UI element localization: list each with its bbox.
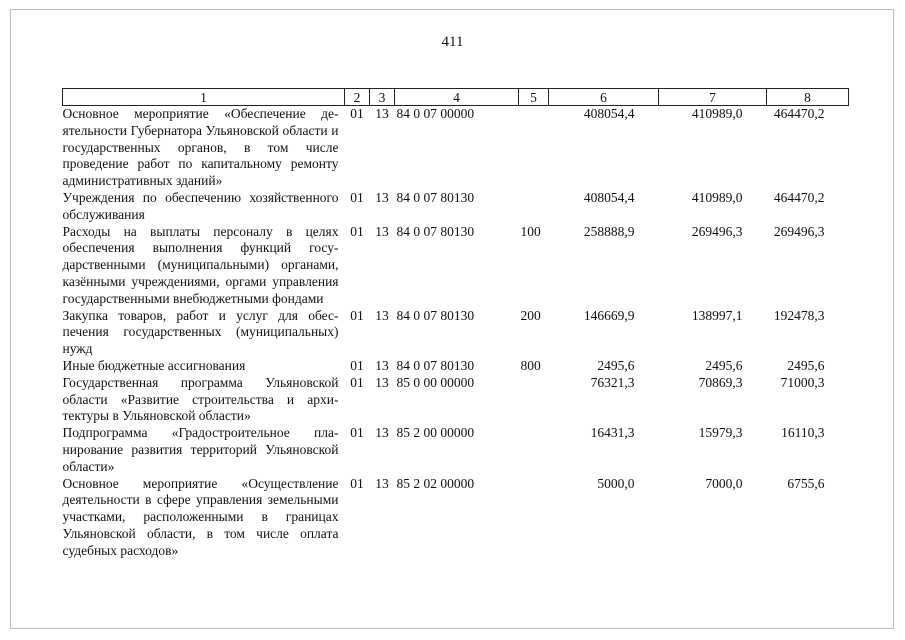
col-header-7: 7: [659, 89, 767, 106]
row-vr: 100: [520, 223, 541, 239]
row-pr: 13: [375, 357, 389, 373]
row-name: Расходы на выплаты персоналу в целях обеспечения выполнения функций государственными (муниципальными) органами, казёнными учреждениями, оргами управления государственными внебюджетными фондами: [62, 223, 339, 306]
table-row: [63, 308, 849, 358]
table-row: [63, 224, 849, 308]
row-csr: 84 0 07 80130: [396, 223, 475, 239]
row-name: Иные бюджетные ассигнования: [62, 357, 246, 373]
row-csr: 85 2 02 00000: [396, 475, 475, 491]
table-row: [63, 425, 849, 475]
budget-table: [62, 88, 849, 560]
row-value-6: 258888,9: [583, 223, 635, 239]
row-vr: [519, 190, 549, 224]
table-row: [63, 106, 849, 190]
row-value-8: 6755,6: [787, 475, 825, 491]
page-number: 411: [441, 34, 464, 50]
row-value-6: 76321,3: [590, 374, 635, 390]
row-vr: 800: [520, 357, 541, 373]
row-pr: 13: [375, 223, 389, 239]
row-name: Закупка товаров, работ и услуг для обеспечения государственных (муниципальных) нужд: [62, 307, 339, 357]
row-rz: 01: [350, 475, 364, 491]
row-csr: 85 0 00 00000: [396, 374, 475, 390]
row-value-6: 408054,4: [583, 189, 635, 205]
row-pr: 13: [375, 189, 389, 205]
row-value-7: 269496,3: [691, 223, 743, 239]
row-value-6: 146669,9: [583, 307, 635, 323]
row-value-8: 16110,3: [781, 425, 825, 441]
header-row: [63, 89, 849, 106]
row-name: Основное мероприятие «Осуществление деятельности в сфере управления земельными участками, расположенными в границах Ульяновской области, в том числе оплата судебных расходов»: [62, 475, 339, 558]
row-value-7: 2495,6: [705, 357, 743, 373]
row-value-8: 269496,3: [773, 223, 825, 239]
col-header-2: 2: [345, 89, 370, 106]
row-vr: 200: [520, 307, 541, 323]
table-row: [63, 375, 849, 425]
row-pr: 13: [375, 475, 389, 491]
row-value-8: 464470,2: [773, 189, 825, 205]
row-csr: 84 0 07 80130: [396, 189, 475, 205]
row-value-8: 192478,3: [773, 307, 825, 323]
row-value-6: 2495,6: [597, 357, 635, 373]
row-name: Основное мероприятие «Обеспечение деятельности Губернатора Ульяновской области и государственных органов, в том числе проведение работ по капитальному ремонту административных зданий»: [62, 106, 339, 189]
row-vr: [519, 476, 549, 560]
row-value-7: 410989,0: [691, 189, 743, 205]
row-vr: [519, 106, 549, 190]
row-value-8: 71000,3: [780, 374, 825, 390]
row-rz: 01: [350, 307, 364, 323]
row-value-8: 2495,6: [787, 357, 825, 373]
row-rz: 01: [350, 425, 364, 441]
row-rz: 01: [350, 374, 364, 390]
col-header-4: 4: [395, 89, 519, 106]
row-value-8: 464470,2: [773, 106, 825, 121]
col-header-5: 5: [519, 89, 549, 106]
row-pr: 13: [375, 425, 389, 441]
row-rz: 01: [350, 357, 364, 373]
col-header-8: 8: [767, 89, 849, 106]
row-rz: 01: [350, 189, 364, 205]
row-value-6: 408054,4: [583, 106, 635, 121]
col-header-3: 3: [370, 89, 395, 106]
row-value-7: 7000,0: [705, 475, 743, 491]
row-csr: 84 0 07 80130: [396, 307, 475, 323]
row-name: Государственная программа Ульяновской области «Развитие строительства и архитектуры в Ульяновской области»: [62, 374, 339, 424]
row-csr: 84 0 07 00000: [396, 106, 475, 121]
row-rz: 01: [350, 223, 364, 239]
table-row: [63, 476, 849, 560]
row-vr: [519, 375, 549, 425]
row-pr: 13: [375, 307, 389, 323]
table-header: [63, 89, 849, 106]
row-pr: 13: [375, 106, 389, 121]
table-body: [63, 106, 849, 560]
row-csr: 85 2 00 00000: [396, 425, 475, 441]
row-value-6: 16431,3: [590, 425, 635, 441]
row-value-7: 138997,1: [691, 307, 743, 323]
row-vr: [519, 425, 549, 475]
row-pr: 13: [375, 374, 389, 390]
table-row: [63, 358, 849, 375]
row-csr: 84 0 07 80130: [396, 357, 475, 373]
row-rz: 01: [350, 106, 364, 121]
table-row: [63, 190, 849, 224]
row-value-7: 70869,3: [698, 374, 743, 390]
row-value-7: 410989,0: [691, 106, 743, 121]
row-value-7: 15979,3: [698, 425, 743, 441]
row-name: Учреждения по обеспечению хозяйственного обслуживания: [62, 189, 339, 222]
row-name: Подпрограмма «Градостроительное планирование развития территорий Ульяновской области»: [62, 425, 339, 474]
col-header-1: 1: [63, 89, 345, 106]
col-header-6: 6: [549, 89, 659, 106]
row-value-6: 5000,0: [597, 475, 635, 491]
